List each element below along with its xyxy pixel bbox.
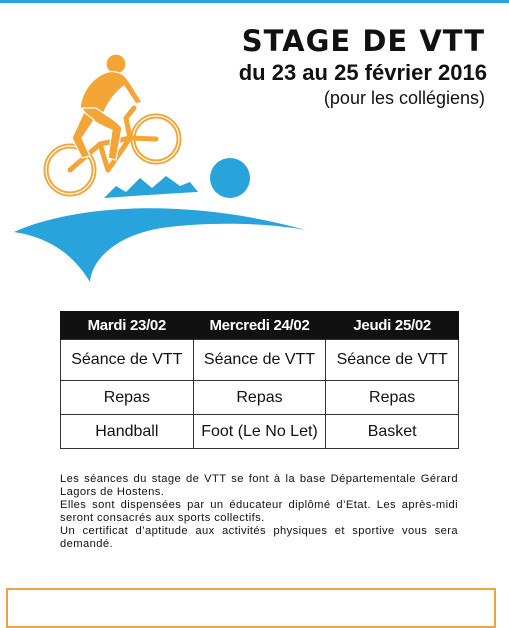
table-cell: Handball — [61, 415, 194, 449]
table-cell: Repas — [61, 381, 194, 415]
description-paragraph: Un certificat d’aptitude aux activités physiques et sportive vous sera demandé. — [60, 525, 458, 550]
table-cell: Séance de VTT — [193, 340, 326, 381]
column-header-tuesday: Mardi 23/02 — [61, 311, 194, 340]
sun-shape — [210, 158, 250, 198]
table-cell: Repas — [326, 381, 459, 415]
description-paragraph: Les séances du stage de VTT se font à la base Départementale Gérard Lagors de Hostens. — [60, 473, 458, 498]
table-cell: Séance de VTT — [326, 340, 459, 381]
column-header-thursday: Jeudi 25/02 — [326, 311, 459, 340]
table-cell: Séance de VTT — [61, 340, 194, 381]
table-row — [61, 340, 459, 381]
column-header-wednesday: Mercredi 24/02 — [193, 311, 326, 340]
footer-info-box — [6, 588, 496, 628]
table-cell: Foot (Le No Let) — [193, 415, 326, 449]
table-row — [61, 381, 459, 415]
hills-shape — [104, 176, 198, 198]
stage-description — [60, 473, 458, 551]
schedule-header-row — [61, 311, 459, 340]
top-accent-rule — [0, 0, 509, 3]
wave-shape — [14, 208, 306, 282]
table-cell: Repas — [193, 381, 326, 415]
table-row — [61, 415, 459, 449]
table-cell: Basket — [326, 415, 459, 449]
description-paragraph: Elles sont dispensées par un éducateur diplômé d’Etat. Les après-midi seront consacrés aux sports collectifs. — [60, 499, 458, 524]
page-title: STAGE DE VTT — [241, 24, 485, 58]
target-audience: (pour les collégiens) — [323, 88, 485, 108]
schedule-table — [60, 311, 459, 449]
event-dates: du 23 au 25 février 2016 — [238, 60, 487, 85]
